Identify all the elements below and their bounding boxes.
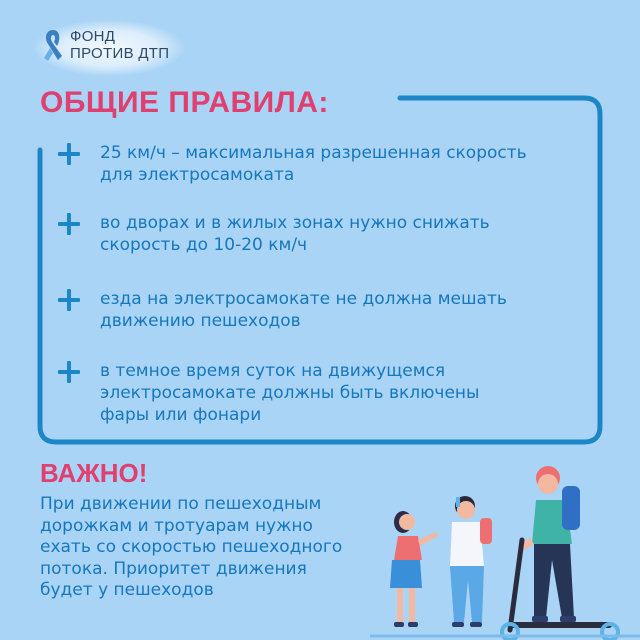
rule-item (58, 142, 527, 186)
rule-line: 25 км/ч – максимальная разрешенная скорость (100, 143, 527, 163)
plus-icon (58, 361, 80, 383)
logo-line-1: ФОНД (70, 28, 116, 45)
pedestrians-and-scooter-illustration (370, 440, 640, 640)
important-line: ехать со скоростью пешеходного (40, 537, 343, 557)
rule-line: электросамокате должны быть включены (100, 383, 480, 403)
man-with-phone-figure (450, 496, 492, 627)
rule-line: во дворах и в жилых зонах нужно снижать (100, 213, 490, 233)
rule-item (58, 360, 479, 426)
scooter-rider-figure (520, 466, 580, 622)
important-line: будет у пешеходов (40, 580, 214, 600)
plus-icon (58, 289, 80, 311)
important-line: потока. Приоритет движения (40, 558, 307, 579)
rule-item (58, 212, 490, 256)
plus-icon (58, 213, 80, 235)
rule-line: езда на электросамокате не должна мешать (100, 289, 507, 309)
rule-item (58, 288, 507, 332)
plus-icon (58, 143, 80, 165)
important-line: дорожкам и тротуарам нужно (40, 515, 313, 536)
important-title: ВАЖНО! (40, 458, 148, 488)
rule-line: в темное время суток на движущемся (100, 361, 446, 381)
rule-line: для электросамоката (100, 165, 295, 185)
rule-line: движению пешеходов (100, 311, 301, 331)
rule-line: фары или фонари (100, 405, 262, 425)
page-title: ОБЩИЕ ПРАВИЛА: (40, 86, 329, 119)
important-text (40, 494, 370, 602)
important-line: При движении по пешеходным (40, 494, 322, 514)
woman-figure (390, 511, 438, 627)
rule-line: скорость до 10-20 км/ч (100, 235, 308, 255)
logo-line-2: ПРОТИВ ДТП (70, 45, 170, 62)
